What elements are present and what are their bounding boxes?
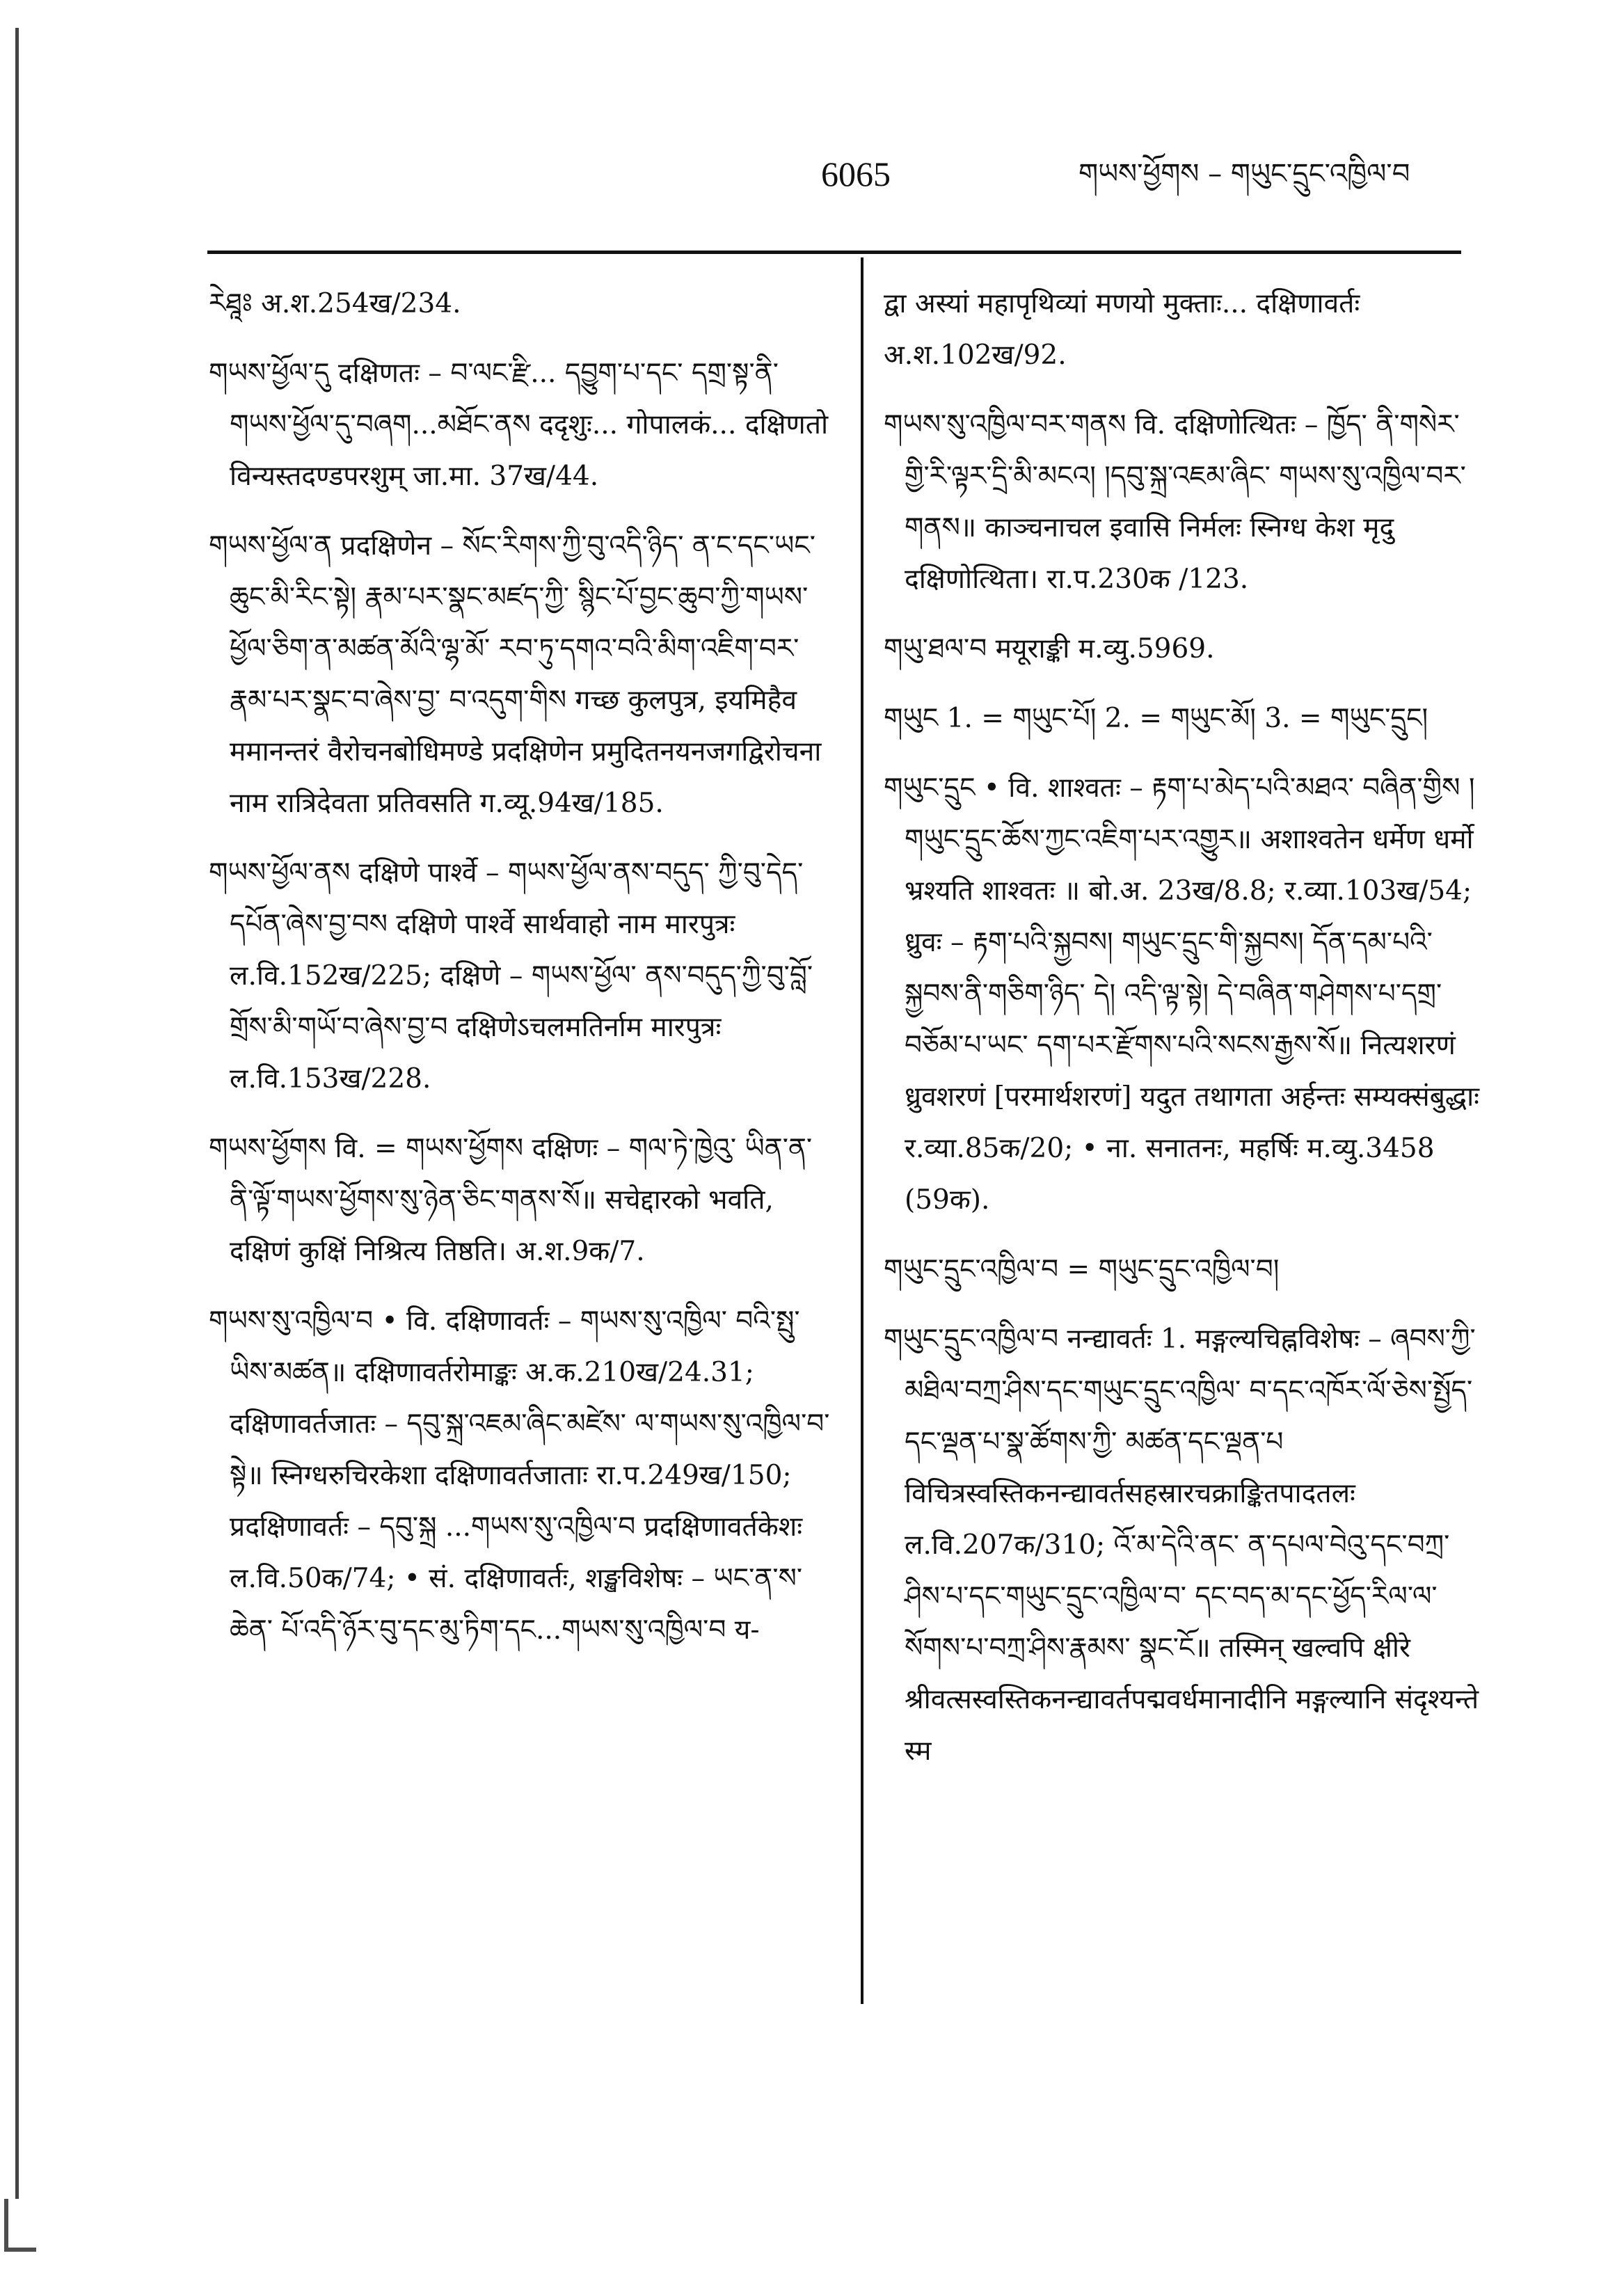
page-header: [0, 139, 1624, 223]
entry: གཡུང་དྲུང • वि. शाश्वतः – རྟག་པ་མེད་པའི་མཐའ་ བཞིན་གྱིས །གཡུང་དྲུང་ཆོས་ཀྱང་འཇིག་པར་འགྱུར॥ अशाश्वतेन धर्मेण धर्मो भ्रश्यति शाश्वतः ॥ बो.अ. 23ख/8.8; र.व्या.103ख/54; ध्रुवः – རྟག་པའི་སྐྱབས། གཡུང་དྲུང་གི་སྐྱབས། དོན་དམ་པའི་སྐྱབས་ནི་གཅིག་ཉིད་ དེ། འདི་ལྟ་སྟེ། དེ་བཞིན་གཤེགས་པ་དགྲ་བཅོམ་པ་ཡང་ དག་པར་རྫོགས་པའི་སངས་རྒྱས་སོ॥ नित्यशरणं ध्रुवशरणं [परमार्थशरणं] यदुत तथागता अर्हन्तः सम्यक्संबुद्धाः र.व्या.85क/20; • ना. सनातनः, महर्षिः म.व्यु.3458 (59क).: [884, 772, 1480, 1216]
entry: གཡས་ཕྱོགས वि. = གཡས་ཕྱོགས दक्षिणः – གལ་ཏེ་ཁྱེའུ་ ཡིན་ན་ནི་ལྟོ་གཡས་ཕྱོགས་སུ་ཉེན་ཅིང་གནས་སོ॥ सचेद्दारको भवति, दक्षिणं कुक्षिं निश्रित्य तिष्ठति। अ.श.9क/7.: [209, 1133, 813, 1267]
entry: གཡུ་ཐལ་བ मयूराङ्की म.व्यु.5969.: [884, 633, 1215, 665]
entry: གཡས་སུ་འཁྱིལ་བ • वि. दक्षिणावर्तः – གཡས་སུ་འཁྱིལ་ བའི་སྤུ་ཡིས་མཚན॥ दक्षिणावर्तरोमाङ्कः अ.क.210ख/24.31; दक्षिणावर्तजातः – དབུ་སྐྲ་འཇམ་ཞིང་མཛེས་ ལ་གཡས་སུ་འཁྱིལ་བ་སྟེ॥ स्निग्धरुचिरकेशा दक्षिणावर्तजाताः रा.प.249ख/150; प्रदक्षिणावर्तः – དབུ་སྐྲ ...གཡས་སུ་འཁྱིལ་བ प्रदक्षिणावर्तकेशः ल.वि.50क/74; • सं. दक्षिणावर्तः, शङ्खविशेषः – ཡང་ན་ས་ཆེན་ པོ་འདི་ཉོར་བུ་དང་མུ་ཏིག་དང...གཡས་སུ་འཁྱིལ་བ य-: [209, 1305, 830, 1646]
scan-edge-line: [15, 28, 19, 2199]
entry: གཡུང་དྲུང་འཁྱིལ་བ = གཡུང་དྲུང་འཁྱིལ་བ།: [884, 1254, 1280, 1285]
header-rule: [207, 251, 1461, 254]
entry: གཡས་ཕྱོལ་ན प्रदक्षिणेन – སོང་རིགས་ཀྱི་བུ་འདི་ཉིད་ ན་ང་དང་ཡང་ཆུང་མི་རིང་སྟེ། རྣམ་པར་སྣང་མཛད་ཀྱི་ སྙིང་པོ་བྱང་ཆུབ་ཀྱི་གཡས་ཕྱོལ་ཅིག་ན་མཚན་མོའི་ལྷ་མོ་ རབ་ཏུ་དགའ་བའི་མིག་འཇིག་བར་རྣམ་པར་སྣང་བ་ཞེས་བྱ་ བ་འདུག་གིས गच्छ कुलपुत्र, इयमिहैव ममानन्तरं वैरोचनबोधिमण्डे प्रदक्षिणेन प्रमुदितनयनजगद्विरोचना नाम रात्रिदेवता प्रतिवसति ग.व्यू.94ख/185.: [209, 530, 822, 819]
page-number: 6065: [821, 154, 891, 193]
entry: རེཐཱཿ अ.श.254ख/234.: [209, 288, 461, 319]
scan-edge-mark: [4, 2199, 36, 2252]
right-column: [884, 278, 1482, 2206]
entry: གཡུང 1. = གཡུང་པོ། 2. = གཡུང་མོ། 3. = གཡུང་དྲུང།: [884, 703, 1428, 734]
entry: གཡུང་དྲུང་འཁྱིལ་བ नन्द्यावर्तः 1. मङ्गल्यचिह्नविशेषः – ཞབས་ཀྱི་མཐིལ་བཀྲ་ཤིས་དང་གཡུང་དྲུང་འཁྱིལ་ བ་དང་འཁོར་ལོ་ཅེས་སྤྱོད་དང་ལྡན་པ་སྣ་ཚོགས་ཀྱི་ མཚན་དང་ལྡན་པ विचित्रस्वस्तिकनन्द्यावर्तसहस्रारचक्राङ्कितपादतलः ल.वि.207क/310; འོ་མ་དེའི་ནང་ ན་དཔལ་བེའུ་དང་བཀྲ་ཤིས་པ་དང་གཡུང་དྲུང་འཁྱིལ་བ་ དང་བད་མ་དང་ཕྱོད་རིལ་ལ་སོགས་པ་བཀྲ་ཤིས་རྣམས་ སྣང་ངོ॥ तस्मिन् खल्वपि क्षीरे श्रीवत्सस्वस्तिकनन्द्यावर्तपद्मवर्धमानादीनि मङ्गल्यानि संदृश्यन्ते स्म: [884, 1323, 1479, 1767]
column-divider: [861, 257, 863, 2004]
left-column: [209, 278, 835, 2206]
entry: གཡས་ཕྱོལ་ནས दक्षिणे पार्श्वे – གཡས་ཕྱོལ་ནས་བདུད་ ཀྱི་བུ་དེད་དཔོན་ཞེས་བྱ་བས दक्षिणे पार्श्वे सार्थवाहो नाम मारपुत्रः ल.वि.152ख/225; दक्षिणे – གཡས་ཕྱོལ་ ནས་བདུད་ཀྱི་བུ་བློ་གྲོས་མི་གཡོ་བ་ཞེས་བྱ་བ दक्षिणेऽचलमतिर्नाम मारपुत्रः ल.वि.153ख/228.: [209, 857, 813, 1095]
entry: གཡས་སུ་འཁྱིལ་བར་གནས वि. दक्षिणोत्थितः – ཁྱོད་ ནི་གསེར་གྱི་རི་ལྟར་དྲི་མི་མངའ། །དབུ་སྐྲ་འཇམ་ཞིང་ གཡས་སུ་འཁྱིལ་བར་གནས॥ काञ्चनाचल इवासि निर्मलः स्निग्ध केश मृदु दक्षिणोत्थिता। रा.प.230क /123.: [884, 409, 1466, 595]
entry: གཡས་ཕྱོལ་དུ दक्षिणतः – བ་ལང་རྫི... དབྱུག་པ་དང་ དགྲ་སྟ་ནི་གཡས་ཕྱོལ་དུ་བཞག...མཐོང་ནས ददृशुः... गोपालकं... दक्षिणतो विन्यस्तदण्डपरशुम् जा.मा. 37ख/44.: [209, 358, 829, 492]
running-head: གཡས་ཕྱོགས – གཡུང་དྲུང་འཁྱིལ་བ: [1078, 158, 1410, 190]
entry: द्वा अस्यां महापृथिव्यां मणयो मुक्ताः... दक्षिणावर्तः अ.श.102ख/92.: [884, 288, 1360, 371]
